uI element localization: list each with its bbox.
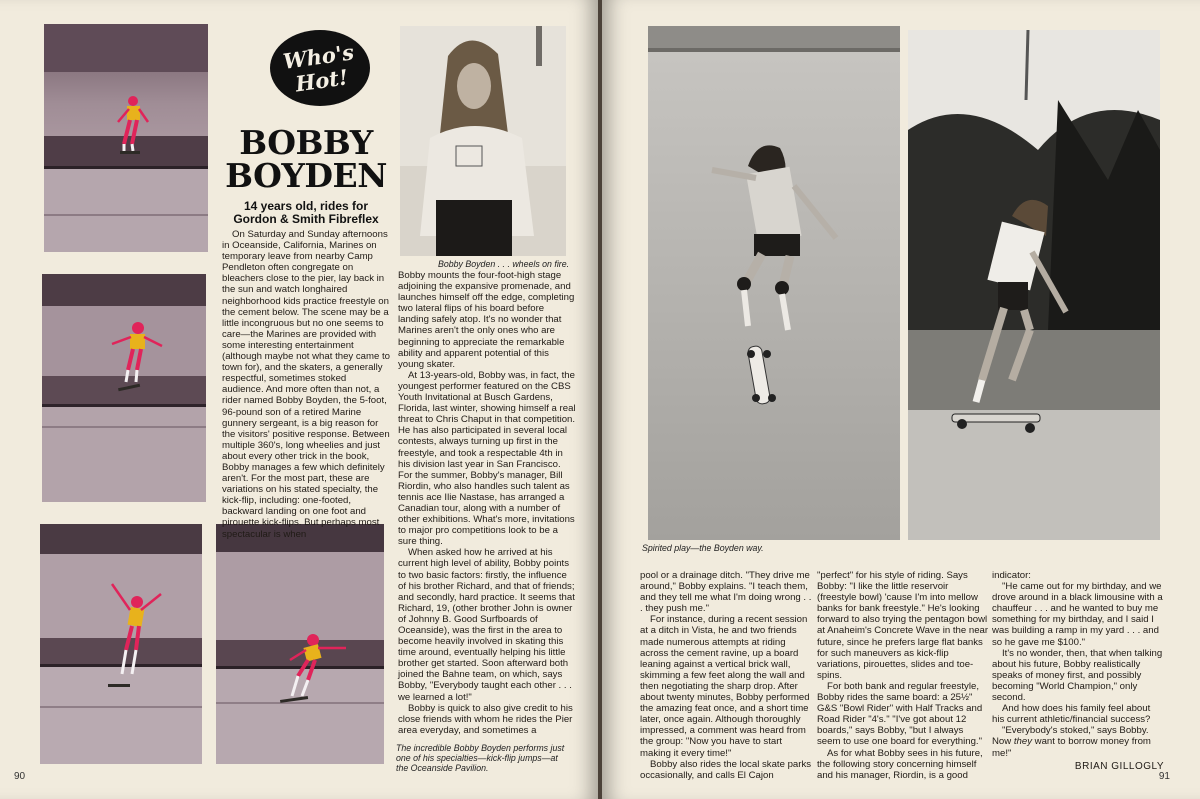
body-paragraph: "He came out for my birthday, and we drove around in a black limousine with a chauffeur . . . and he wanted to buy me something for my birthday, and I said I was building a ramp in my yard . . . and so he gave me $100." [992, 581, 1163, 648]
body-paragraph: Bobby also rides the local skate parks occasionally, and calls El Cajon [640, 758, 812, 781]
left-text-column [222, 229, 390, 540]
body-paragraph: For both bank and regular freestyle, Bobby rides the same board: a 25½" G&S "Bowl Rider" with Half Tracks and Road Rider "4's." "I've got about 12 boards," says Bobby, "but I always seem to use one board for everything." [817, 680, 983, 748]
body-paragraph: On Saturday and Sunday afternoons in Oceanside, California, Marines on temporary leave from nearby Camp Pendleton often congregate on bleachers close to the pier, lay back in the sun and watch longhaired neighborhood kids practice freestyle on the cement below. The scene may be a little incongruous but no one seems to care—the Marines are provided with some interesting entertainment (although maybe not what they came to town for), and the skaters, a generally respectful, sometimes stoked audience. And more often than not, a rider named Bobby Boyden, the 5-foot, 96-pound son of a retired Marine gunnery sergeant, is a big reason for the visitors' positive response. Between multiple 360's, long wheelies and just about every other trick in the book, Bobby manages a few which definitely aren't. For the most part, these are variations on his stated specialty, the kick-flip, including: one-footed, backward landing on one foot and pirouette kick-flips. But perhaps most spectacular is when [222, 229, 390, 540]
sequence-photo-4 [216, 524, 384, 764]
whos-hot-logo [265, 26, 375, 110]
body-paragraph: Bobby mounts the four-foot-high stage adjoining the expansive promenade, and launches himself off the edge, completing two lateral flips of his board before landing safely atop. It's no wonder that Marines aren't the only ones who are beginning to appreciate the remarkable ability and apparent potential of this young skater. [398, 270, 575, 370]
page-number-right: 91 [1158, 771, 1170, 782]
body-paragraph: It's no wonder, then, that when talking about his future, Bobby realistically speaks of money first, and possibly becoming "World Champion," only second. [992, 647, 1163, 704]
sequence-photo-2 [42, 274, 206, 502]
jump-photo [648, 26, 900, 540]
sequence-caption: The incredible Bobby Boyden performs just one of his specialties—kick-flip jumps—at the Oceanside Pavilion. [396, 743, 565, 773]
palm-photo [908, 30, 1160, 540]
body-paragraph: "perfect" for his style of riding. Says Bobby: "I like the little reservoir (freestyle bowl) 'cause I'm into mellow banks for bank freestyle." He's looking forward to also trying the pentagon bowl at Anaheim's Concrete Wave in the near future, since he prefers large flat banks for such maneuvers as kick-flip variations, pirouettes, slides and toe-spins. [817, 570, 989, 681]
portrait-photo [400, 26, 566, 256]
right-photo-caption: Spirited play—the Boyden way. [642, 543, 764, 553]
page-number-left: 90 [14, 771, 26, 782]
article-headline [222, 123, 390, 195]
sequence-photo-3 [40, 524, 202, 764]
svg-text:Hot!: Hot! [293, 64, 350, 97]
sequence-photo-1 [44, 24, 208, 252]
body-text-emphasis: they [1013, 736, 1032, 748]
byline: BRIAN GILLOGLY [1074, 760, 1164, 772]
headline-line-2: BOYDEN [225, 156, 387, 195]
body-text-fragment: want to borrow money from me!" [992, 736, 1151, 759]
body-paragraph: For instance, during a recent session at a ditch in Vista, he and two friends made numerous attempts at riding across the cement ravine, up a board leaning against a vertical brick wall, skimming a few feet along the wall and then negotiating the sharp drop. After about twenty minutes, Bobby performed the amazing feat once, and a short time later, once again. Although thoroughly impressed, a comment was heard from the group: "Now you have to start making it every time!" [640, 614, 810, 759]
svg-text:Who's: Who's [281, 39, 356, 74]
right-text-column-2 [817, 570, 989, 781]
body-paragraph: When asked how he arrived at his current high level of ability, Bobby points to two basic factors: firstly, the influence of his brother Richard, and that of friends; and secondly, hard practice. It seems that Richard, 19, (other brother John is owner of Johnny B. Good Surfboards of Oceanside), was the first in the area to become heavily involved in skating this time around, eventually helping his little brother get started. Soon afterward both joined the Bahne team, on which, says Bobby, "Everybody taught each other . . . we learned a lot!" [398, 547, 575, 703]
body-paragraph: At 13-years-old, Bobby was, in fact, the youngest performer featured on the CBS Youth Invitational at Busch Gardens, Florida, last winter, showing himself a real threat to Chris Chaput in that competition. He has also participated in several local contests, always turning up first in the freestyle, and took a respectable 4th in his division last year in San Francisco. For the summer, Bobby's manager, Bill Riordin, who also handles such talent as tennis ace Ilie Nastase, has arranged a Canadian tour, along with a number of other exhibitions. What's more, invitations to major pro competitions look to be a sure thing. [398, 369, 576, 548]
article-subhead: 14 years old, rides for Gordon & Smith Fibreflex [233, 199, 379, 226]
middle-text-column [398, 270, 576, 736]
left-page [0, 0, 598, 799]
right-text-column-3 [992, 570, 1164, 772]
body-text-fragment: "Everybody's stoked," says Bobby. Now [992, 725, 1149, 748]
body-paragraph: As for what Bobby sees in his future, the following story concerning himself and his manager, Riordin, is a good [817, 747, 983, 781]
body-paragraph: Bobby is quick to also give credit to his close friends with whom he rides the Pier area everyday, and sometimes a [398, 702, 573, 736]
body-paragraph: And how does his family feel about his current athletic/financial success? [992, 703, 1151, 726]
body-paragraph [992, 725, 1164, 758]
portrait-caption: Bobby Boyden . . . wheels on fire. [438, 259, 570, 269]
body-paragraph: indicator: [992, 570, 1031, 581]
body-paragraph: pool or a drainage ditch. "They drive me around," Bobby explains. "I teach them, and they tell me what I'm doing wrong . . . they push me." [640, 570, 812, 615]
right-page [602, 0, 1200, 799]
headline-line-1: BOBBY [239, 123, 373, 162]
right-text-column-1 [640, 570, 812, 781]
